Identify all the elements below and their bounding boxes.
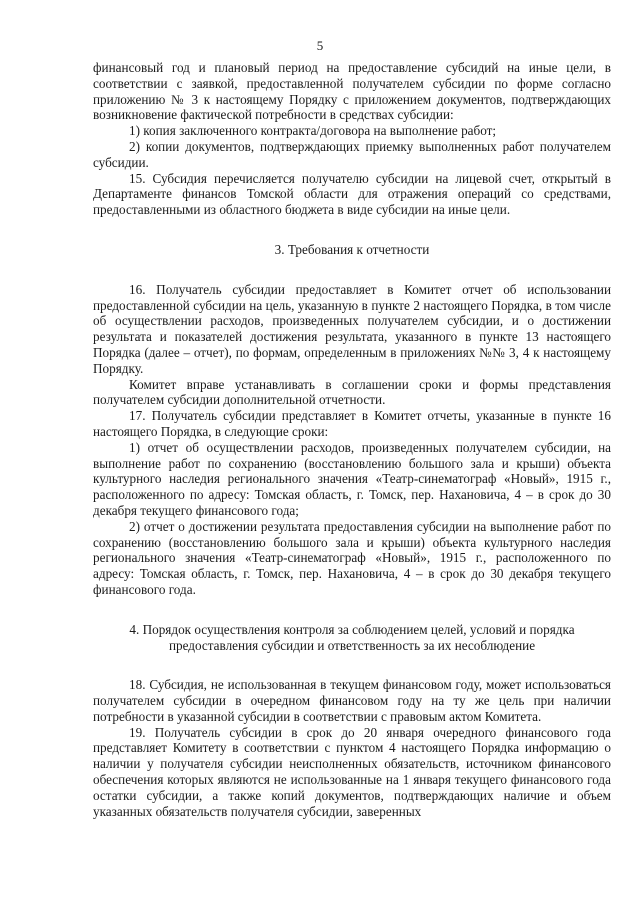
paragraph-17: 17. Получатель субсидии представляет в Комитет отчеты, указанные в пункте 16 настоящего Порядка, в следующие сроки: [93,408,611,439]
paragraph-16: 16. Получатель субсидии предоставляет в Комитет отчет об использовании предоставленной субсидии на цель, указанную в пункте 2 настоящего Порядка, в том числе об осуществлении расходов, произведенных получателем субсидии, и о достижении результата и показателей достижения результата, указанного в пункте 13 настоящего Порядка (далее – отчет), по формам, определенным в приложениях №№ 3, 4 к настоящему Порядку. [93,281,611,376]
list-item-contract-copy: 1) копия заключенного контракта/договора на выполнение работ; [129,123,497,139]
page-number: 5 [316,38,324,53]
list-item-expense-report: 1) отчет об осуществлении расходов, произведенных получателем субсидии, на выполнение работ по сохранению (восстановлению большого зала и крыши) объекта культурного наследия регионального значения «Театр-синематограф «Новый», 1915 г., расположенного по адресу: Томская область, г. Томск, пер. Нахановича, 4 – в срок до 30 декабря текущего финансового года; [93,439,611,518]
paragraph-18: 18. Субсидия, не использованная в текущем финансовом году, может использоваться получателем субсидии в очередном финансовом году на ту же цель при наличии потребности в указанной субсидии в соответствии с правовым актом Комитета. [93,677,611,724]
list-item-acceptance-docs: 2) копии документов, подтверждающих приемку выполненных работ получателем субсидии. [93,138,611,170]
document-body [93,60,611,819]
paragraph-14-continuation: финансовый год и плановый период на предоставление субсидий на иные цели, в соответствии с заявкой, предоставленной получателем субсидии по форме согласно приложению № 3 к настоящему Порядку с приложением документов, подтверждающих возникновение фактической потребности в средствах субсидии: [93,60,611,123]
paragraph-19: 19. Получатель субсидии в срок до 20 января очередного финансового года представляет Комитету в соответствии с пунктом 4 настоящего Порядка информацию о наличии у получателя субсидии неисполненных обязательств, источником финансового обеспечения которых являются не использованные на 1 января текущего финансового года остатки субсидии, а также копий документов, подтверждающих наличие и объем указанных обязательств получателя субсидии, заверенных [93,724,611,819]
section-heading-4: 4. Порядок осуществления контроля за соблюдением целей, условий и порядка предоставления субсидии и ответственность за их несоблюдение [129,621,575,653]
paragraph-15: 15. Субсидия перечисляется получателю субсидии на лицевой счет, открытый в Департаменте финансов Томской области для отражения операций со средствами, предоставленными из областного бюджета в виде субсидии на иные цели. [93,170,611,218]
paragraph-committee-reporting: Комитет вправе устанавливать в соглашении сроки и формы представления получателем субсидии дополнительной отчетности. [93,376,611,408]
list-item-result-report: 2) отчет о достижении результата предоставления субсидии на выполнение работ по сохранению (восстановлению большого зала и крыши) объекта культурного наследия регионального значения «Театр-синематограф «Новый», 1915 г., расположенного по адресу: Томская область, г. Томск, пер. Нахановича, 4 – в срок до 30 декабря текущего финансового года. [93,518,611,597]
section-heading-3: 3. Требования к отчетности [274,241,430,257]
